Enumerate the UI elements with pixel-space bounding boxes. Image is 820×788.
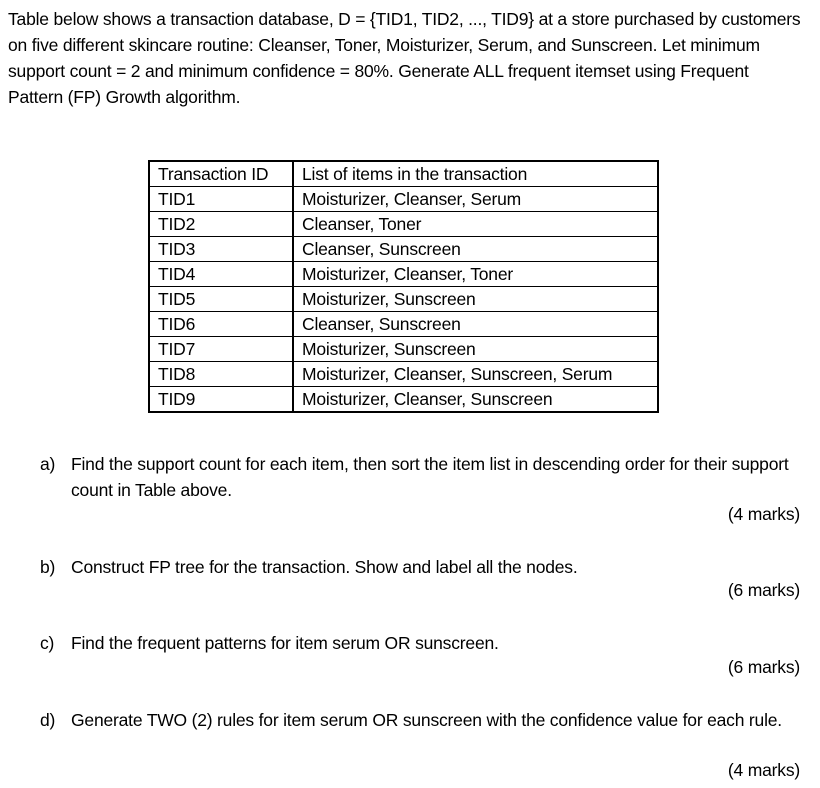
question-b-letter: b) [40,557,56,577]
table-row [149,337,658,362]
transaction-table [148,160,659,413]
transaction-id-cell: TID8 [149,362,293,387]
items-cell: Moisturizer, Sunscreen [293,287,658,312]
question-d [40,707,800,733]
transaction-id-cell: TID2 [149,212,293,237]
table-row [149,262,658,287]
table-row [149,212,658,237]
items-cell: Moisturizer, Sunscreen [293,337,658,362]
items-cell: Cleanser, Sunscreen [293,237,658,262]
transaction-id-cell: TID3 [149,237,293,262]
question-c-letter: c) [40,633,55,653]
table-row [149,312,658,337]
intro-paragraph: Table below shows a transaction database, D = {TID1, TID2, ..., TID9} at a store purchased by customers on five different skincare routine: Cleanser, Toner, Moisturizer, Serum, and Sunscreen. Let minimum support count = 2 and minimum confidence = 80%. Generate ALL frequent itemset using Frequent Pattern (FP) Growth algorithm. [8,9,801,107]
question-c-text: Find the frequent patterns for item serum OR sunscreen. [71,633,499,653]
items-cell: Moisturizer, Cleanser, Toner [293,262,658,287]
items-cell: Moisturizer, Cleanser, Sunscreen [293,387,658,413]
question-a-letter: a) [40,454,56,474]
transaction-id-cell: TID7 [149,337,293,362]
question-d-text: Generate TWO (2) rules for item serum OR sunscreen with the confidence value for each rule. [71,710,782,730]
transaction-id-cell: TID4 [149,262,293,287]
question-a-marks: (4 marks) [727,504,800,524]
items-cell: Moisturizer, Cleanser, Sunscreen, Serum [293,362,658,387]
question-a-text: Find the support count for each item, then sort the item list in descending order for their support count in Table above. [71,454,789,500]
question-d-letter: d) [40,710,56,730]
question-b [40,554,800,580]
question-c [40,630,800,656]
table-row [149,187,658,212]
table-header-row [149,161,658,187]
items-cell: Cleanser, Toner [293,212,658,237]
transaction-id-cell: TID6 [149,312,293,337]
question-d-marks: (4 marks) [727,760,800,780]
question-a [40,451,800,503]
question-b-marks: (6 marks) [727,580,800,600]
question-b-text: Construct FP tree for the transaction. Show and label all the nodes. [71,557,578,577]
table-row [149,287,658,312]
transaction-id-cell: TID1 [149,187,293,212]
table-row [149,237,658,262]
header-items-list: List of items in the transaction [293,161,658,187]
table-row [149,362,658,387]
question-c-marks: (6 marks) [727,657,800,677]
table-row [149,387,658,413]
items-cell: Cleanser, Sunscreen [293,312,658,337]
transaction-id-cell: TID5 [149,287,293,312]
items-cell: Moisturizer, Cleanser, Serum [293,187,658,212]
header-transaction-id: Transaction ID [149,161,293,187]
transaction-id-cell: TID9 [149,387,293,413]
